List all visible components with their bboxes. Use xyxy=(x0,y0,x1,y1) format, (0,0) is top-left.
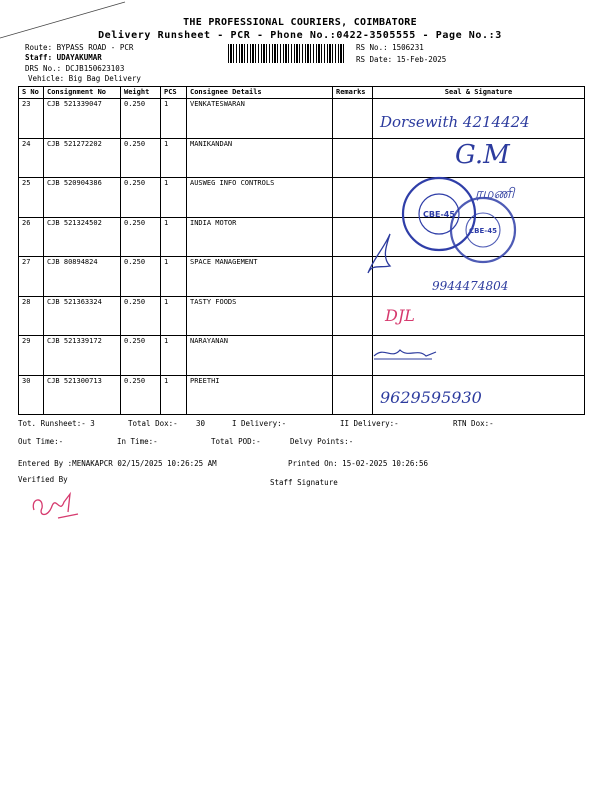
total-dox-label: Total Dox:- xyxy=(128,419,178,428)
entered-by: Entered By :MENAKAPCR 02/15/2025 10:26:25 AM xyxy=(18,459,217,468)
column-header: S No xyxy=(19,87,44,99)
consignment-cell: CJB 520904386 xyxy=(44,178,121,218)
consignee-cell: PREETHI xyxy=(187,375,333,415)
handwritten-scribble xyxy=(360,228,400,278)
consignment-cell: CJB 521363324 xyxy=(44,296,121,336)
vehicle-label: Vehicle: Big Bag Delivery xyxy=(28,74,141,83)
consignment-cell: CJB 521300713 xyxy=(44,375,121,415)
company-stamp xyxy=(448,195,518,265)
total-dox-value: 30 xyxy=(196,419,206,428)
barcode xyxy=(228,44,346,63)
consignee-cell: MANIKANDAN xyxy=(187,138,333,178)
total-runsheet: Tot. Runsheet:- 3 xyxy=(18,419,95,428)
weight-cell: 0.250 xyxy=(121,178,161,218)
sno-cell: 24 xyxy=(19,138,44,178)
consignment-cell: CJB 521272202 xyxy=(44,138,121,178)
remarks-cell xyxy=(333,178,373,218)
in-time-label: In Time:- xyxy=(117,437,158,446)
delivery-points-label: Delvy Points:- xyxy=(290,437,354,446)
weight-cell: 0.250 xyxy=(121,257,161,297)
remarks-cell xyxy=(333,336,373,376)
i-delivery-label: I Delivery:- xyxy=(232,419,287,428)
weight-cell: 0.250 xyxy=(121,336,161,376)
verified-by-label: Verified By xyxy=(18,475,68,484)
printed-on: Printed On: 15-02-2025 10:26:56 xyxy=(288,459,428,468)
drs-number: DRS No.: DCJB150623103 xyxy=(25,64,125,73)
table-header-row xyxy=(19,87,585,99)
column-header: PCS xyxy=(161,87,187,99)
sno-cell: 26 xyxy=(19,217,44,257)
column-header: Seal & Signature xyxy=(373,87,585,99)
remarks-cell xyxy=(333,138,373,178)
handwritten-signature: ரமணி xyxy=(475,186,515,202)
consignment-cell: CJB 521339172 xyxy=(44,336,121,376)
staff-signature-label: Staff Signature xyxy=(270,478,338,487)
ii-delivery-label: II Delivery:- xyxy=(340,419,399,428)
company-title: THE PROFESSIONAL COURIERS, COIMBATORE xyxy=(183,17,417,28)
consignee-cell: TASTY FOODS xyxy=(187,296,333,336)
consignee-cell: NARAYANAN xyxy=(187,336,333,376)
remarks-cell xyxy=(333,296,373,336)
handwritten-phone: 9944474804 xyxy=(432,279,509,293)
table-row xyxy=(19,296,585,336)
sno-cell: 23 xyxy=(19,99,44,139)
pcs-cell: 1 xyxy=(161,178,187,218)
route-label: Route: BYPASS ROAD - PCR xyxy=(25,43,134,52)
rtn-dox-label: RTN Dox:- xyxy=(453,419,494,428)
consignment-cell: CJB 80894824 xyxy=(44,257,121,297)
sno-cell: 27 xyxy=(19,257,44,297)
handwritten-signature: Dorsewith 4214424 xyxy=(380,113,530,131)
weight-cell: 0.250 xyxy=(121,99,161,139)
weight-cell: 0.250 xyxy=(121,217,161,257)
pcs-cell: 1 xyxy=(161,99,187,139)
stamp-code: CBE-45 xyxy=(469,227,497,235)
pcs-cell: 1 xyxy=(161,375,187,415)
verified-signature xyxy=(28,488,88,523)
sno-cell: 28 xyxy=(19,296,44,336)
consignee-cell: SPACE MANAGEMENT xyxy=(187,257,333,297)
pcs-cell: 1 xyxy=(161,257,187,297)
consignment-cell: CJB 521339047 xyxy=(44,99,121,139)
table-row xyxy=(19,375,585,415)
column-header: Consignment No xyxy=(44,87,121,99)
weight-cell: 0.250 xyxy=(121,138,161,178)
table-row xyxy=(19,336,585,376)
out-time-label: Out Time:- xyxy=(18,437,64,446)
total-pod-label: Total POD:- xyxy=(211,437,261,446)
sno-cell: 25 xyxy=(19,178,44,218)
consignment-cell: CJB 521324502 xyxy=(44,217,121,257)
sno-cell: 29 xyxy=(19,336,44,376)
remarks-cell xyxy=(333,99,373,139)
handwritten-scribble xyxy=(370,340,440,365)
rs-number: RS No.: 1506231 xyxy=(356,43,424,52)
sno-cell: 30 xyxy=(19,375,44,415)
handwritten-signature: G.M xyxy=(455,140,510,170)
pcs-cell: 1 xyxy=(161,296,187,336)
pcs-cell: 1 xyxy=(161,217,187,257)
stamp-code: CBE-45 xyxy=(423,210,455,219)
staff-label: Staff: UDAYAKUMAR xyxy=(25,53,102,62)
remarks-cell xyxy=(333,375,373,415)
runsheet-subtitle: Delivery Runsheet - PCR - Phone No.:0422-3505555 - Page No.:3 xyxy=(98,30,502,41)
column-header: Consignee Details xyxy=(187,87,333,99)
column-header: Remarks xyxy=(333,87,373,99)
weight-cell: 0.250 xyxy=(121,296,161,336)
pcs-cell: 1 xyxy=(161,138,187,178)
consignee-cell: VENKATESWARAN xyxy=(187,99,333,139)
column-header: Weight xyxy=(121,87,161,99)
pcs-cell: 1 xyxy=(161,336,187,376)
handwritten-signature: DJL xyxy=(385,306,415,325)
weight-cell: 0.250 xyxy=(121,375,161,415)
handwritten-phone: 9629595930 xyxy=(380,388,482,407)
consignee-cell: AUSWEG INFO CONTROLS xyxy=(187,178,333,218)
consignee-cell: INDIA MOTOR xyxy=(187,217,333,257)
rs-date: RS Date: 15-Feb-2025 xyxy=(356,55,447,64)
